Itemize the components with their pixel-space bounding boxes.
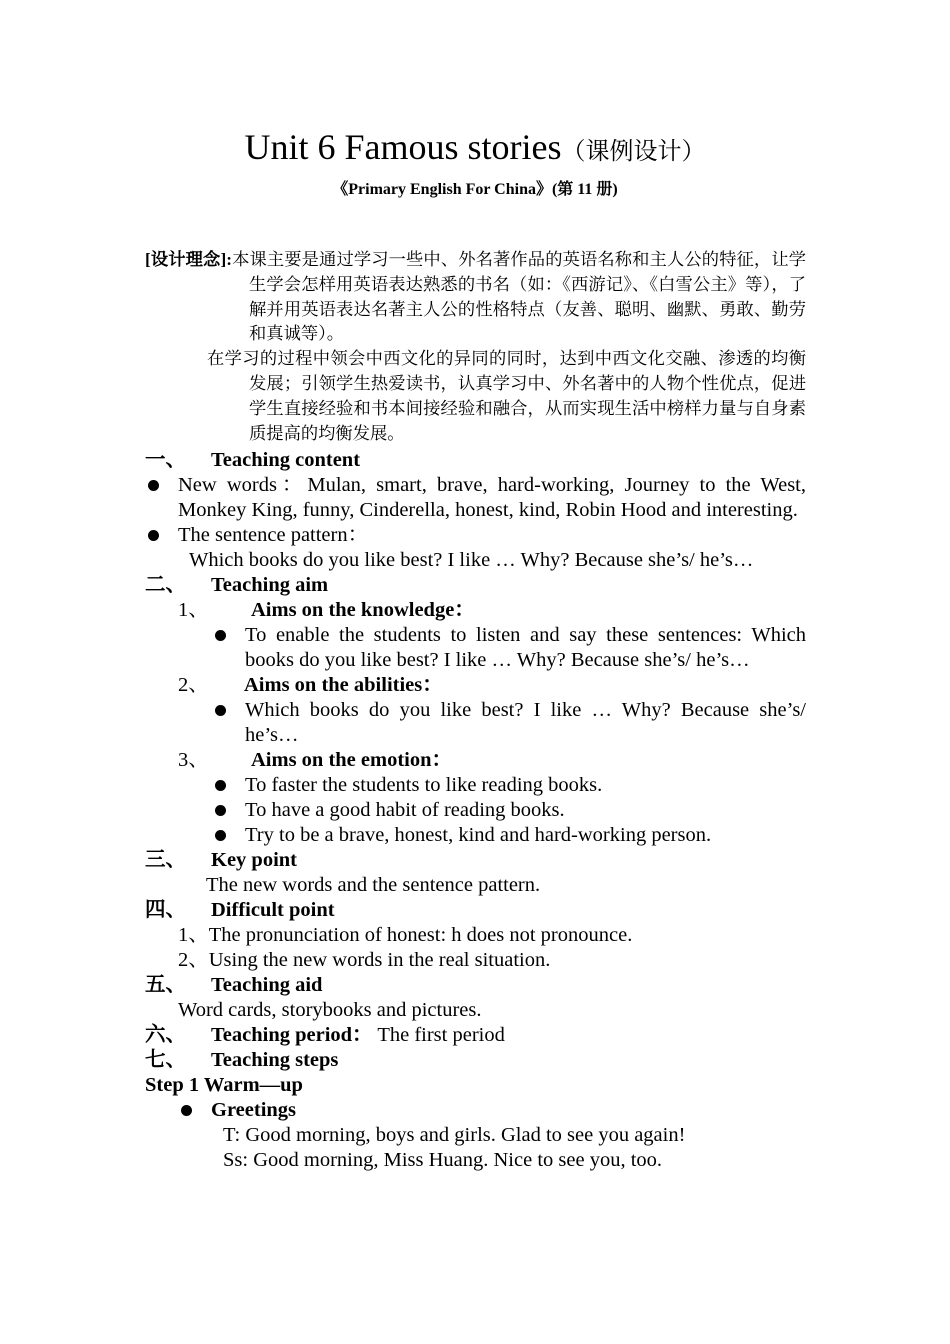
emotion-aim-text: To have a good habit of reading books. [245, 799, 565, 821]
section-title: Teaching steps [211, 1049, 339, 1071]
list-item [145, 473, 806, 523]
list-item [145, 1098, 806, 1123]
list-item [145, 823, 806, 848]
section-title: Teaching period： [211, 1024, 373, 1046]
section-title: Teaching aim [211, 574, 329, 596]
new-words-text: New words：Mulan, smart, brave, hard-working, Journey to the West, Monkey King, funny, Cinderella, honest, kind, Robin Hood and interesting. [178, 474, 806, 521]
section-number: 四、 [145, 899, 186, 921]
step-heading: Step 1 Warm—up [145, 1074, 303, 1096]
key-point-text: The new words and the sentence pattern. [206, 874, 541, 896]
subsection-heading [145, 673, 806, 698]
section-heading [145, 848, 806, 873]
bullet-icon [148, 480, 159, 491]
subsection-title: Aims on the abilities： [244, 674, 443, 696]
concept-paragraph-2: 在学习的过程中领会中西文化的异同的同时，达到中西文化交融、渗透的均衡发展；引领学生热爱读书，认真学习中、外名著中的人物个性优点，促进学生直接经验和书本间接经验和融合，从而实现生活中榜样力量与自身素质提高的均衡发展。 [207, 349, 806, 443]
section-heading [145, 1023, 806, 1048]
dialog-line: Ss: Good morning, Miss Huang. Nice to see you, too. [223, 1149, 663, 1171]
subsection-heading [145, 748, 806, 773]
knowledge-aim-text: To enable the students to listen and say these sentences: Which books do you like best? I like … Why? Because she’s/ he’s… [245, 624, 806, 671]
section-number: 六、 [145, 1024, 186, 1046]
bullet-icon [215, 830, 226, 841]
subsection-number: 1、 [178, 599, 209, 621]
subsection-number: 3、 [178, 749, 209, 771]
dialog-line: T: Good morning, boys and girls. Glad to see you again! [223, 1124, 686, 1146]
difficult-point-item: 2、Using the new words in the real situation. [178, 949, 551, 971]
section-heading [145, 973, 806, 998]
list-item [145, 773, 806, 798]
section-heading [145, 898, 806, 923]
bullet-icon [215, 630, 226, 641]
bullet-icon [215, 780, 226, 791]
section-number: 五、 [145, 974, 186, 996]
list-item [145, 698, 806, 748]
emotion-aim-text: Try to be a brave, honest, kind and hard-working person. [245, 824, 712, 846]
section-number: 三、 [145, 849, 186, 871]
subsection-number: 2、 [178, 674, 209, 696]
teaching-aid-text: Word cards, storybooks and pictures. [178, 999, 482, 1021]
section-heading [145, 448, 806, 473]
section-title: Difficult point [211, 899, 335, 921]
section-title: Key point [211, 849, 297, 871]
section-title: Teaching content [211, 449, 361, 471]
list-item [145, 523, 806, 548]
bullet-icon [215, 705, 226, 716]
title-main: Unit 6 Famous stories [244, 127, 562, 167]
ability-aim-text: Which books do you like best? I like … Why? Because she’s/ he’s… [245, 699, 806, 746]
title-suffix: （课例设计） [561, 137, 706, 165]
subsection-heading [145, 598, 806, 623]
list-item [145, 798, 806, 823]
sentence-pattern-label: The sentence pattern： [178, 524, 369, 546]
list-item [145, 623, 806, 673]
section-heading [145, 573, 806, 598]
teaching-period-value: The first period [377, 1024, 505, 1046]
section-number: 一、 [145, 449, 186, 471]
document-title [0, 126, 950, 168]
concept-text-1: 本课主要是通过学习一些中、外名著作品的英语名称和主人公的特征，让学生学会怎样用英语表达熟悉的书名（如：《西游记》、《白雪公主》等），了解并用英语表达名著主人公的性格特点（友善、聪明、幽默、勇敢、勤劳和真诚等）。 [231, 250, 806, 344]
concept-paragraph-1 [145, 248, 806, 347]
concept-label: [设计理念]: [145, 250, 232, 269]
difficult-point-item: 1、The pronunciation of honest: h does not pronounce. [178, 924, 633, 946]
section-title: Teaching aid [211, 974, 323, 996]
lesson-plan-body [145, 448, 806, 1173]
bullet-icon [215, 805, 226, 816]
section-number: 七、 [145, 1049, 186, 1071]
section-number: 二、 [145, 574, 186, 596]
emotion-aim-text: To faster the students to like reading books. [245, 774, 603, 796]
greetings-label: Greetings [211, 1099, 297, 1121]
subsection-title: Aims on the emotion： [251, 749, 453, 771]
document-subtitle: 《Primary English For China》(第 11 册) [332, 181, 618, 198]
bullet-icon [181, 1105, 192, 1116]
sentence-pattern-text: Which books do you like best? I like … Why? Because she’s/ he’s… [189, 549, 754, 571]
design-concept [145, 248, 806, 446]
bullet-icon [148, 530, 159, 541]
section-heading [145, 1048, 806, 1073]
subsection-title: Aims on the knowledge： [251, 599, 475, 621]
